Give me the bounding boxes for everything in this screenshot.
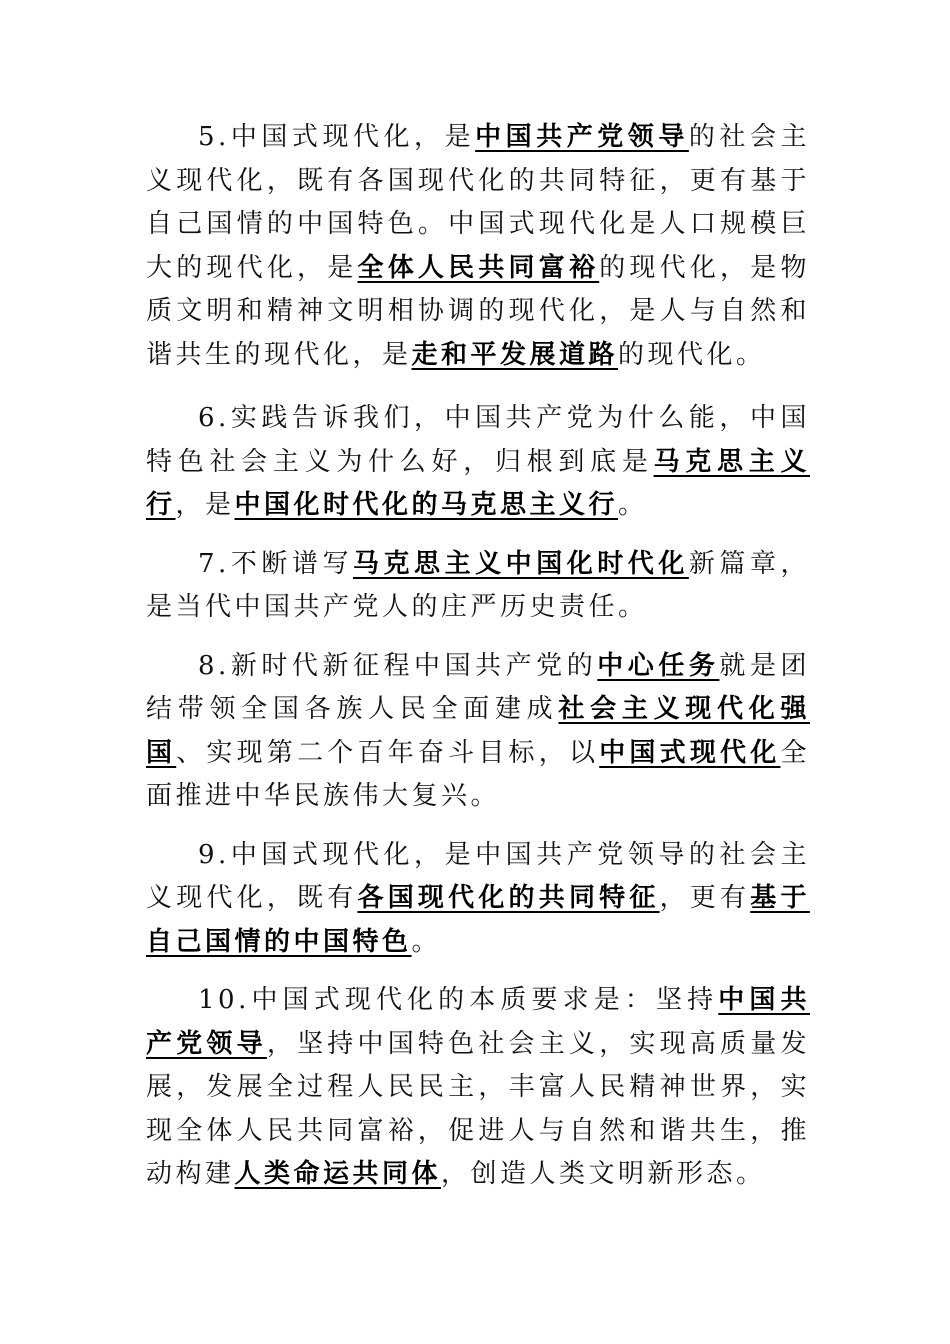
key-term: 全体人民共同富裕 bbox=[357, 252, 600, 283]
key-term: 社会主义现代化强国 bbox=[146, 694, 810, 768]
text-segment: 就是团结带领全国各族人民全面建成 bbox=[146, 650, 810, 724]
text-segment: ，创造人类文明新形态。 bbox=[441, 1159, 766, 1189]
text-segment: 5.中国式现代化，是 bbox=[198, 122, 476, 152]
key-term: 各国现代化的共同特征 bbox=[357, 883, 660, 913]
text-segment: 8.新时代新征程中国共产党的 bbox=[198, 650, 598, 681]
paragraph-6 bbox=[146, 397, 810, 528]
key-term: 中国式现代化 bbox=[599, 737, 781, 768]
text-segment: 的现代化，是物质文明和精神文明相协调的现代化，是人与自然和谐共生的现代化，是 bbox=[146, 252, 810, 370]
key-term: 中国共产党领导 bbox=[146, 985, 810, 1059]
text-segment: 10.中国式现代化的本质要求是：坚持 bbox=[198, 985, 719, 1015]
text-segment: 7.不断谱写 bbox=[198, 548, 353, 579]
paragraph-8 bbox=[146, 645, 810, 819]
text-segment: 。 bbox=[411, 926, 442, 957]
paragraph-10 bbox=[146, 979, 810, 1197]
text-segment: ，是 bbox=[175, 490, 235, 520]
key-term: 人类命运共同体 bbox=[234, 1159, 442, 1189]
text-segment: 9.中国式现代化，是中国共产党领导的社会主义现代化，既有 bbox=[146, 839, 810, 913]
key-term: 马克思主义行 bbox=[146, 446, 810, 520]
key-term: 中国化时代化的马克思主义行 bbox=[234, 490, 619, 520]
text-segment: ，更有 bbox=[659, 883, 751, 913]
key-term: 中心任务 bbox=[597, 650, 720, 681]
key-term: 马克思主义中国化时代化 bbox=[352, 548, 689, 579]
key-term: 基于自己国情的中国特色 bbox=[146, 883, 810, 957]
text-segment: 6.实践告诉我们，中国共产党为什么能，中国特色社会主义为什么好，归根到底是 bbox=[146, 403, 810, 477]
text-segment: 。 bbox=[618, 490, 648, 520]
paragraph-7 bbox=[146, 543, 810, 630]
text-segment: 的现代化。 bbox=[618, 339, 766, 370]
text-segment: 全面推进中华民族伟大复兴。 bbox=[146, 737, 810, 811]
text-segment: 新篇章，是当代中国共产党人的庄严历史责任。 bbox=[146, 548, 810, 622]
paragraph-5 bbox=[146, 116, 810, 377]
document-page bbox=[146, 116, 810, 1212]
paragraph-9 bbox=[146, 834, 810, 965]
key-term: 走和平发展道路 bbox=[411, 339, 619, 370]
text-segment: ，坚持中国特色社会主义，实现高质量发展，发展全过程人民民主，丰富人民精神世界，实现全体人民共同富裕，促进人与自然和谐共生，推动构建 bbox=[146, 1028, 810, 1189]
text-segment: 、实现第二个百年奋斗目标，以 bbox=[176, 737, 600, 768]
text-segment: 的社会主义现代化，既有各国现代化的共同特征，更有基于自己国情的中国特色。中国式现代化是人口规模巨大的现代化，是 bbox=[146, 122, 810, 283]
key-term: 中国共产党领导 bbox=[475, 122, 689, 152]
